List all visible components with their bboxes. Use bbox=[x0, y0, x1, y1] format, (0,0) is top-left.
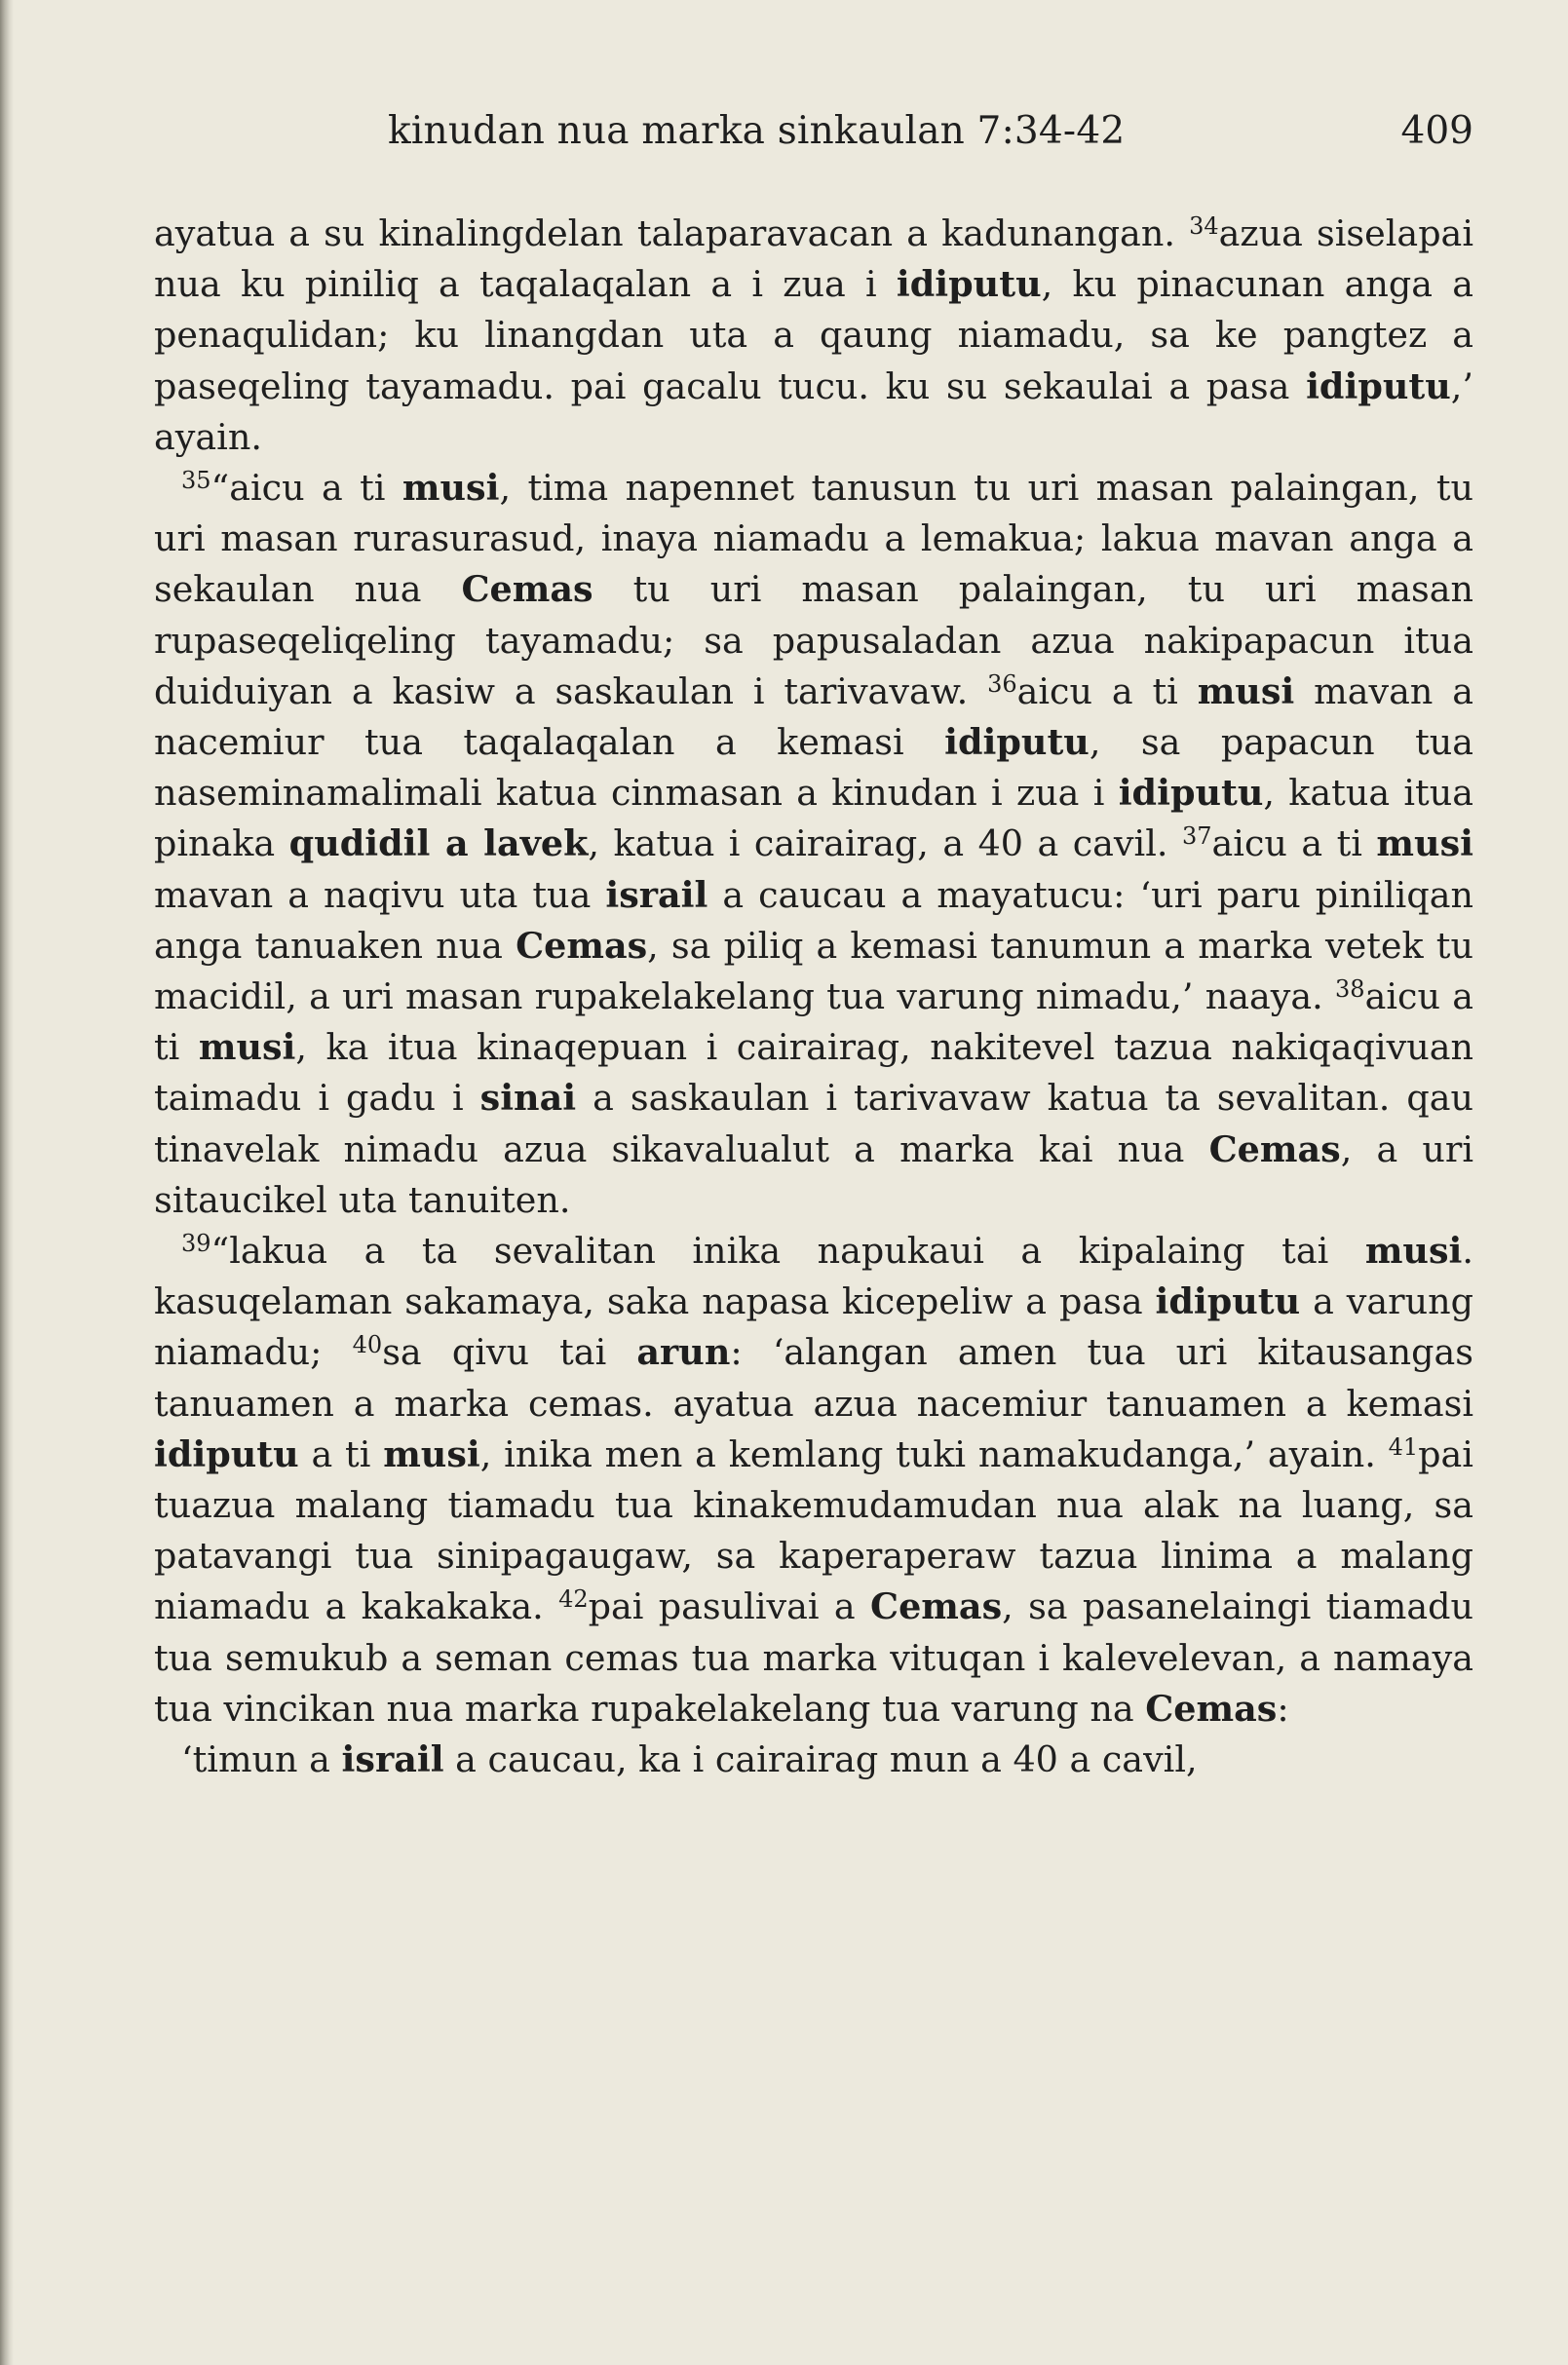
text-run: ,’ ayain. bbox=[154, 364, 1473, 458]
text-run: a saskaulan i tarivavaw katua ta sevalitan. qau tinavelak nimadu azua sikavalualut a marka kai nua bbox=[154, 1077, 1473, 1170]
paragraph bbox=[154, 1735, 1473, 1785]
text-run: sa qivu tai bbox=[382, 1331, 637, 1374]
bold-term: musi bbox=[1376, 822, 1473, 865]
text-run: mavan a naqivu uta tua bbox=[154, 873, 606, 916]
bold-term: idiputu bbox=[896, 263, 1042, 306]
text-run: , ku pinacunan anga a penaqulidan; ku linangdan uta a qaung niamadu, sa ke pangtez a paseqeling tayamadu. pai gacalu tucu. ku su sekaulai a pasa bbox=[154, 263, 1473, 407]
text-run: . kasuqelaman sakamaya, saka napasa kicepeliw a pasa bbox=[154, 1230, 1473, 1323]
bold-term: idiputu bbox=[1155, 1280, 1301, 1323]
book-spine-shadow bbox=[0, 0, 14, 2365]
verse-number: 37 bbox=[1181, 822, 1212, 851]
text-run: : bbox=[1277, 1687, 1289, 1730]
text-run: a caucau, ka i cairairag mun a 40 a cavil, bbox=[443, 1738, 1198, 1781]
bold-term: idiputu bbox=[154, 1432, 299, 1475]
text-run: , inika men a kemlang tuki namakudanga,’ ayain. bbox=[479, 1432, 1389, 1475]
text-run: ‘timun a bbox=[181, 1738, 342, 1781]
verse-number: 42 bbox=[558, 1585, 589, 1614]
bold-term: idiputu bbox=[1306, 364, 1451, 407]
paragraph bbox=[154, 209, 1473, 463]
bold-term: sinai bbox=[479, 1077, 577, 1120]
bold-term: idiputu bbox=[944, 721, 1090, 764]
bold-term: arun bbox=[636, 1331, 731, 1374]
book-page bbox=[154, 97, 1473, 1785]
text-run: “aicu a ti bbox=[210, 467, 402, 510]
text-run: azua siselapai nua ku piniliq a taqalaqalan a i zua i bbox=[154, 212, 1473, 306]
bold-term: musi bbox=[383, 1432, 480, 1475]
text-run: ayatua a su kinalingdelan talaparavacan a kadunangan. bbox=[154, 212, 1190, 254]
bold-term: Cemas bbox=[461, 568, 593, 611]
text-run: , katua itua pinaka bbox=[154, 772, 1473, 865]
verse-number: 40 bbox=[352, 1331, 383, 1359]
bold-term: musi bbox=[1364, 1230, 1463, 1273]
text-run: pai tuazua malang tiamadu tua kinakemudamudan nua alak na luang, sa patavangi tua sinipagaugaw, sa kaperaperaw tazua linima a malang niamadu a kakakaka. bbox=[154, 1432, 1473, 1628]
text-run: , sa pasanelaingi tiamadu tua semukub a seman cemas tua marka vituqan i kalevelevan, a namaya tua vincikan nua marka rupakelakelang tua varung na bbox=[154, 1585, 1473, 1730]
bold-term: Cemas bbox=[1208, 1127, 1341, 1170]
bold-term: Cemas bbox=[1145, 1687, 1278, 1730]
text-run: tu uri masan palaingan, tu uri masan rupaseqeliqeling tayamadu; sa papusaladan azua nakipapacun itua duiduiyan a kasiw a saskaulan i tarivavaw. bbox=[154, 568, 1474, 712]
text-run: a ti bbox=[298, 1432, 384, 1475]
page-number: 409 bbox=[1400, 109, 1473, 153]
text-run: , ka itua kinaqepuan i cairairag, nakitevel tazua nakiqaqivuan taimadu i gadu i bbox=[154, 1026, 1473, 1120]
bold-term: musi bbox=[402, 467, 500, 510]
running-header bbox=[154, 97, 1473, 166]
text-run: pai pasulivai a bbox=[588, 1585, 871, 1628]
text-run: , tima napennet tanusun tu uri masan palaingan, tu uri masan rurasurasud, inaya niamadu a lemakua; lakua mavan anga a sekaulan nua bbox=[154, 467, 1473, 611]
text-run: aicu a ti bbox=[1211, 822, 1377, 865]
bold-term: Cemas bbox=[870, 1585, 1003, 1628]
text-run: a caucau a mayatucu: ‘uri paru piniliqan anga tanuaken nua bbox=[154, 873, 1473, 967]
verse-number: 35 bbox=[181, 467, 211, 495]
text-run: mavan a nacemiur tua taqalaqalan a kemasi bbox=[154, 669, 1473, 764]
text-run: , katua i cairairag, a 40 a cavil. bbox=[588, 822, 1182, 865]
text-run: aicu a ti bbox=[1016, 669, 1198, 712]
text-run: , sa papacun tua naseminamalimali katua cinmasan a kinudan i zua i bbox=[154, 721, 1474, 815]
bold-term: musi bbox=[198, 1026, 296, 1069]
chapter-title: kinudan nua marka sinkaulan 7:34-42 bbox=[388, 109, 1126, 153]
verse-number: 34 bbox=[1189, 212, 1219, 240]
text-run: , a uri sitaucikel uta tanuiten. bbox=[154, 1127, 1473, 1221]
bold-term: israil bbox=[605, 873, 708, 916]
bold-term: Cemas bbox=[516, 924, 648, 967]
text-run: “lakua a ta sevalitan inika napukaui a kipalaing tai bbox=[210, 1230, 1365, 1273]
bold-term: qudidil a lavek bbox=[288, 822, 589, 865]
bold-term: musi bbox=[1197, 669, 1295, 712]
verse-number: 41 bbox=[1388, 1432, 1419, 1461]
text-run: aicu a ti bbox=[154, 975, 1473, 1069]
paragraph bbox=[154, 463, 1473, 1226]
text-run: : ‘alangan amen tua uri kitausangas tanuamen a marka cemas. ayatua azua nacemiur tanuamen a kemasi bbox=[154, 1331, 1473, 1425]
verse-number: 39 bbox=[181, 1230, 211, 1258]
paragraph bbox=[154, 1226, 1473, 1735]
verse-number: 38 bbox=[1335, 975, 1365, 1004]
bold-term: idiputu bbox=[1118, 772, 1264, 815]
bold-term: israil bbox=[341, 1738, 444, 1781]
body-text bbox=[154, 209, 1473, 1785]
text-run: , sa piliq a kemasi tanumun a marka vetek tu macidil, a uri masan rupakelakelang tua varung nimadu,’ naaya. bbox=[154, 924, 1473, 1018]
text-run: a varung niamadu; bbox=[154, 1280, 1473, 1374]
verse-number: 36 bbox=[987, 669, 1017, 698]
